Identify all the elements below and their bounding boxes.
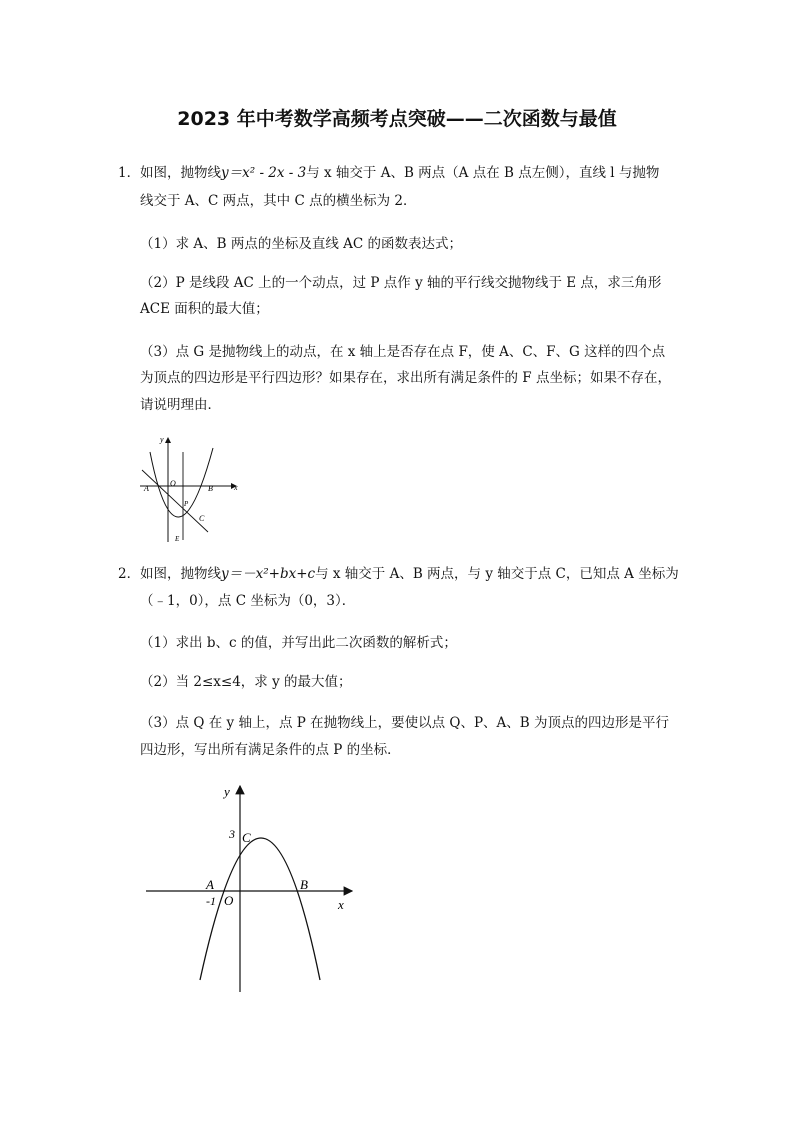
label-o: O <box>224 893 234 908</box>
stem-text: 如图，抛物线 <box>140 165 221 181</box>
label-x: x <box>234 483 238 492</box>
label-p: P <box>184 500 189 508</box>
sub-question-2: （2）当 2≤x≤4，求 y 的最大值； <box>140 674 352 690</box>
label-c: C <box>242 830 251 845</box>
label-a: A <box>144 484 149 493</box>
label-a: A <box>206 877 214 892</box>
question-stem-line: （﹣1，0），点 C 坐标为（0，3）． <box>140 593 356 609</box>
question-number: 1． <box>118 165 141 181</box>
stem-text: 与 x 轴交于 A、B 两点，与 y 轴交于点 C，已知点 A 坐标为 <box>315 566 679 582</box>
label-y: y <box>224 784 230 799</box>
question-number: 2． <box>118 566 141 582</box>
formula: y＝x² - 2x - 3 <box>221 165 307 181</box>
question-stem-line: 线交于 A、C 两点，其中 C 点的横坐标为 2． <box>140 193 417 209</box>
label-minus-one: -1 <box>206 894 216 908</box>
sub-question-2: （2）P 是线段 AC 上的一个动点，过 P 点作 y 轴的平行线交抛物线于 E 点，求三角形 <box>140 275 662 291</box>
sub-question-3-cont: 请说明理由． <box>140 397 221 413</box>
formula: y＝－x²+bx+c <box>221 566 316 582</box>
label-three: 3 <box>229 827 235 841</box>
label-o: O <box>170 479 176 488</box>
label-e: E <box>175 535 180 543</box>
figure-2 <box>140 780 360 995</box>
question-stem-line <box>140 565 679 583</box>
sub-question-3-cont: 四边形，写出所有满足条件的点 P 的坐标． <box>140 742 401 758</box>
question-stem-line <box>140 164 659 182</box>
sub-question-3-cont: 为顶点的四边形是平行四边形？如果存在，求出所有满足条件的 F 点坐标；如果不存在， <box>140 370 671 386</box>
sub-question-3: （3）点 Q 在 y 轴上，点 P 在抛物线上，要使以点 Q、P、A、B 为顶点的四边形是平行 <box>140 715 670 731</box>
label-y: y <box>160 435 164 444</box>
sub-question-2-cont: ACE 面积的最大值； <box>140 301 269 317</box>
parabola <box>200 838 320 980</box>
label-b: B <box>208 484 213 493</box>
sub-question-1: （1）求 A、B 两点的坐标及直线 AC 的函数表达式； <box>140 236 463 252</box>
label-c: C <box>199 514 205 523</box>
figure-1 <box>138 432 248 544</box>
stem-text: 与 x 轴交于 A、B 两点（A 点在 B 点左侧），直线 l 与抛物 <box>306 165 660 181</box>
sub-question-1: （1）求出 b、c 的值，并写出此二次函数的解析式； <box>140 635 457 651</box>
page-title: 2023 年中考数学高频考点突破——二次函数与最值 <box>177 108 617 130</box>
label-b: B <box>300 877 308 892</box>
label-x: x <box>338 897 344 912</box>
stem-text: 如图，抛物线 <box>140 566 221 582</box>
sub-question-3: （3）点 G 是抛物线上的动点，在 x 轴上是否存在点 F，使 A、C、F、G 这样的四个点 <box>140 344 666 360</box>
